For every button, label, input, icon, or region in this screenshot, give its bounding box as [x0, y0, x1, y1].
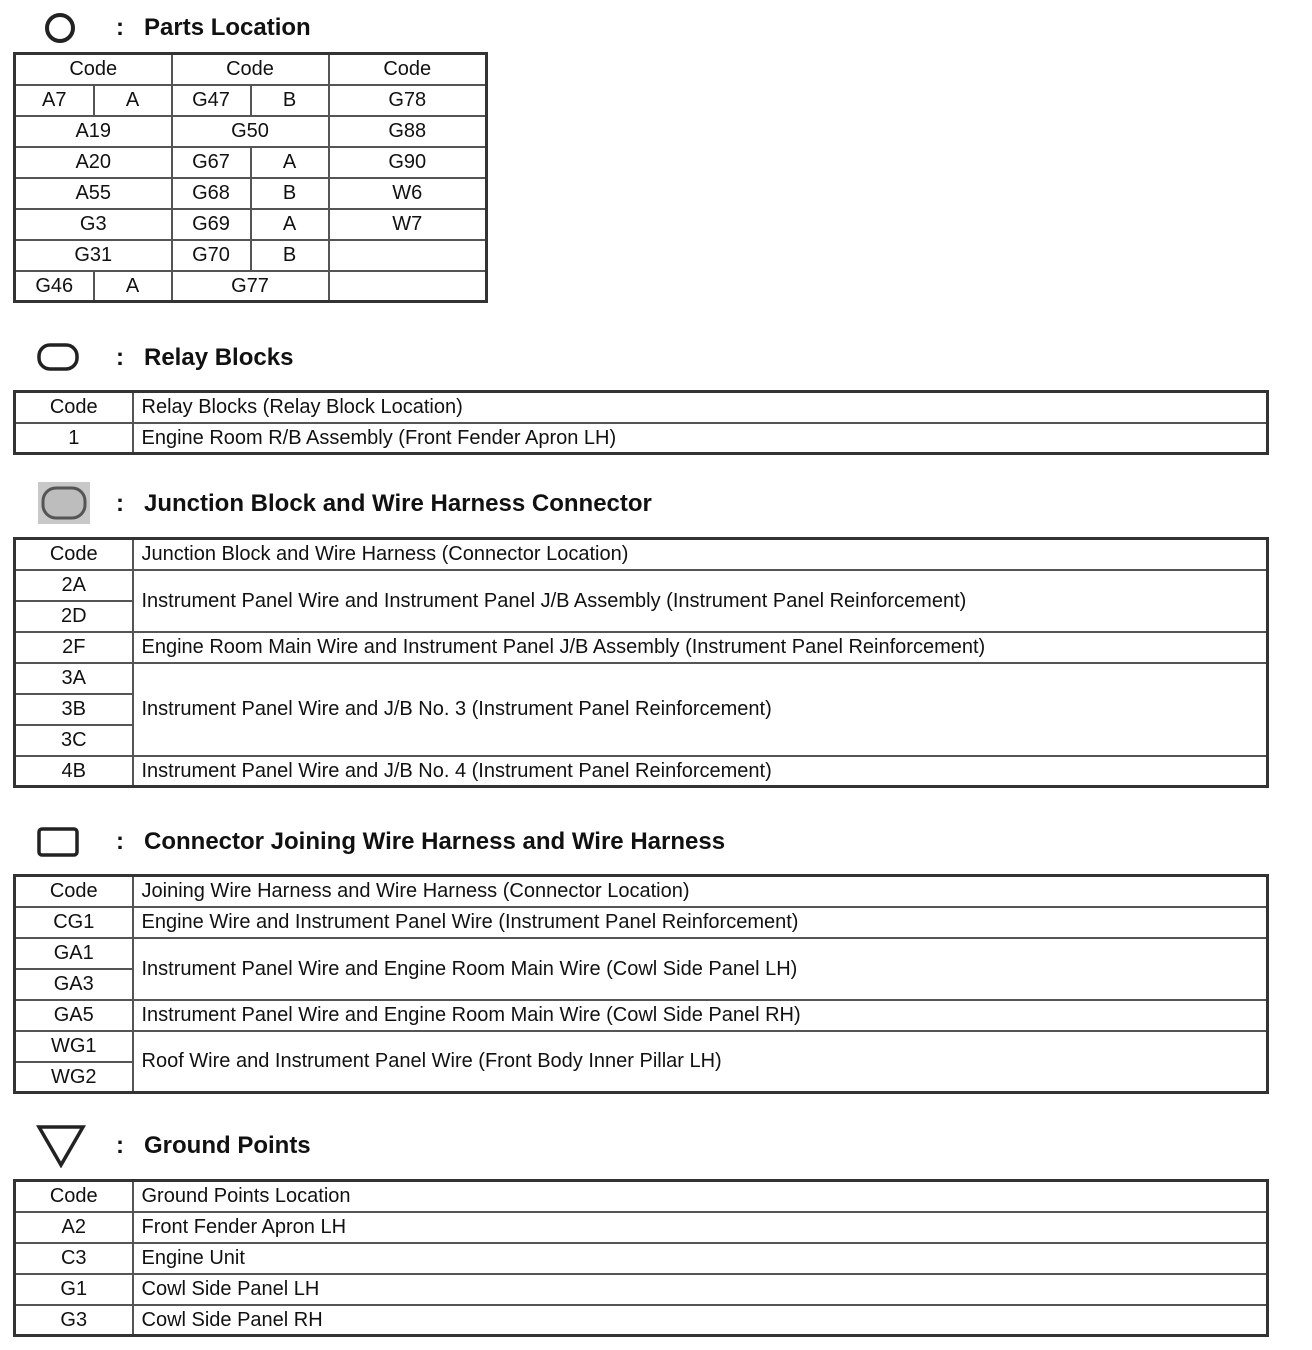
section-title: Junction Block and Wire Harness Connector	[144, 490, 652, 517]
table-row	[15, 116, 487, 147]
code-cell: WG2	[15, 1062, 133, 1093]
table-row	[15, 271, 487, 302]
variant-cell: B	[251, 85, 329, 116]
description-cell: Engine Wire and Instrument Panel Wire (Instrument Panel Reinforcement)	[133, 907, 1268, 938]
code-cell: G31	[15, 240, 172, 271]
code-cell: 2A	[15, 570, 133, 601]
code-cell: G77	[172, 271, 329, 302]
description-cell: Instrument Panel Wire and Instrument Panel J/B Assembly (Instrument Panel Reinforcement)	[133, 570, 1268, 632]
description-cell: Instrument Panel Wire and Engine Room Main Wire (Cowl Side Panel LH)	[133, 938, 1268, 1000]
column-header: Relay Blocks (Relay Block Location)	[133, 392, 1268, 423]
shaded-rounded-rect-icon	[36, 480, 92, 526]
code-cell: G46	[15, 271, 94, 302]
code-cell: G47	[172, 85, 251, 116]
column-header: Joining Wire Harness and Wire Harness (Connector Location)	[133, 876, 1268, 907]
table-row	[15, 663, 1268, 694]
heading-colon: :	[116, 344, 124, 371]
heading-colon: :	[116, 828, 124, 855]
table-row	[15, 423, 1268, 454]
description-cell: Cowl Side Panel LH	[133, 1274, 1268, 1305]
table-row	[15, 1031, 1268, 1062]
code-cell: A19	[15, 116, 172, 147]
table-row	[15, 178, 487, 209]
code-cell: CG1	[15, 907, 133, 938]
code-cell: 1	[15, 423, 133, 454]
description-cell: Engine Room Main Wire and Instrument Panel J/B Assembly (Instrument Panel Reinforcement)	[133, 632, 1268, 663]
code-cell: A7	[15, 85, 94, 116]
code-cell: 2F	[15, 632, 133, 663]
connector-joining-table	[13, 874, 1269, 1094]
description-cell: Instrument Panel Wire and J/B No. 3 (Instrument Panel Reinforcement)	[133, 663, 1268, 756]
table-row	[15, 1305, 1268, 1336]
section-title: Parts Location	[144, 14, 311, 41]
rounded-rect-icon	[36, 342, 80, 372]
variant-cell: A	[94, 85, 172, 116]
code-cell: 4B	[15, 756, 133, 787]
column-header: Code	[15, 876, 133, 907]
description-cell: Roof Wire and Instrument Panel Wire (Front Body Inner Pillar LH)	[133, 1031, 1268, 1093]
code-cell: G50	[172, 116, 329, 147]
variant-cell: B	[251, 240, 329, 271]
rectangle-icon	[36, 826, 80, 858]
column-header: Code	[15, 392, 133, 423]
column-header: Code	[15, 1181, 133, 1212]
code-cell: W7	[329, 209, 487, 240]
section-title: Ground Points	[144, 1132, 311, 1159]
relay-blocks-table	[13, 390, 1269, 455]
code-cell: G88	[329, 116, 487, 147]
column-header: Code	[172, 54, 329, 85]
variant-cell: A	[251, 209, 329, 240]
table-row	[15, 85, 487, 116]
table-row	[15, 1212, 1268, 1243]
code-cell: 3A	[15, 663, 133, 694]
code-cell: 2D	[15, 601, 133, 632]
variant-cell: A	[251, 147, 329, 178]
description-cell: Engine Unit	[133, 1243, 1268, 1274]
code-cell: A2	[15, 1212, 133, 1243]
code-cell: G70	[172, 240, 251, 271]
parts-location-table	[13, 52, 488, 303]
triangle-down-icon	[36, 1124, 86, 1168]
description-cell: Instrument Panel Wire and Engine Room Main Wire (Cowl Side Panel RH)	[133, 1000, 1268, 1031]
column-header: Code	[329, 54, 487, 85]
code-cell: G78	[329, 85, 487, 116]
code-cell: 3C	[15, 725, 133, 756]
code-cell	[329, 271, 487, 302]
description-cell: Engine Room R/B Assembly (Front Fender Apron LH)	[133, 423, 1268, 454]
heading-colon: :	[116, 1132, 124, 1159]
circle-icon	[42, 10, 78, 46]
code-cell	[329, 240, 487, 271]
section-title: Connector Joining Wire Harness and Wire Harness	[144, 828, 726, 855]
table-row	[15, 147, 487, 178]
code-cell: G67	[172, 147, 251, 178]
table-row	[15, 1274, 1268, 1305]
code-cell: A55	[15, 178, 172, 209]
variant-cell: B	[251, 178, 329, 209]
table-row	[15, 632, 1268, 663]
junction-block-table	[13, 537, 1269, 788]
column-header: Ground Points Location	[133, 1181, 1268, 1212]
table-row	[15, 756, 1268, 787]
heading-colon: :	[116, 14, 124, 41]
table-row	[15, 240, 487, 271]
ground-points-table	[13, 1179, 1269, 1337]
code-cell: G90	[329, 147, 487, 178]
code-cell: 3B	[15, 694, 133, 725]
column-header: Code	[15, 539, 133, 570]
variant-cell: A	[94, 271, 172, 302]
code-cell: C3	[15, 1243, 133, 1274]
code-cell: GA3	[15, 969, 133, 1000]
code-cell: GA1	[15, 938, 133, 969]
table-row	[15, 1243, 1268, 1274]
table-row	[15, 1000, 1268, 1031]
column-header: Code	[15, 54, 172, 85]
table-row	[15, 209, 487, 240]
heading-colon: :	[116, 490, 124, 517]
section-title: Relay Blocks	[144, 344, 294, 371]
table-row	[15, 570, 1268, 601]
table-row	[15, 938, 1268, 969]
description-cell: Instrument Panel Wire and J/B No. 4 (Instrument Panel Reinforcement)	[133, 756, 1268, 787]
code-cell: GA5	[15, 1000, 133, 1031]
description-cell: Front Fender Apron LH	[133, 1212, 1268, 1243]
code-cell: WG1	[15, 1031, 133, 1062]
code-cell: G68	[172, 178, 251, 209]
code-cell: G3	[15, 209, 172, 240]
code-cell: A20	[15, 147, 172, 178]
column-header: Junction Block and Wire Harness (Connector Location)	[133, 539, 1268, 570]
code-cell: G1	[15, 1274, 133, 1305]
code-cell: W6	[329, 178, 487, 209]
description-cell: Cowl Side Panel RH	[133, 1305, 1268, 1336]
code-cell: G69	[172, 209, 251, 240]
table-row	[15, 907, 1268, 938]
code-cell: G3	[15, 1305, 133, 1336]
